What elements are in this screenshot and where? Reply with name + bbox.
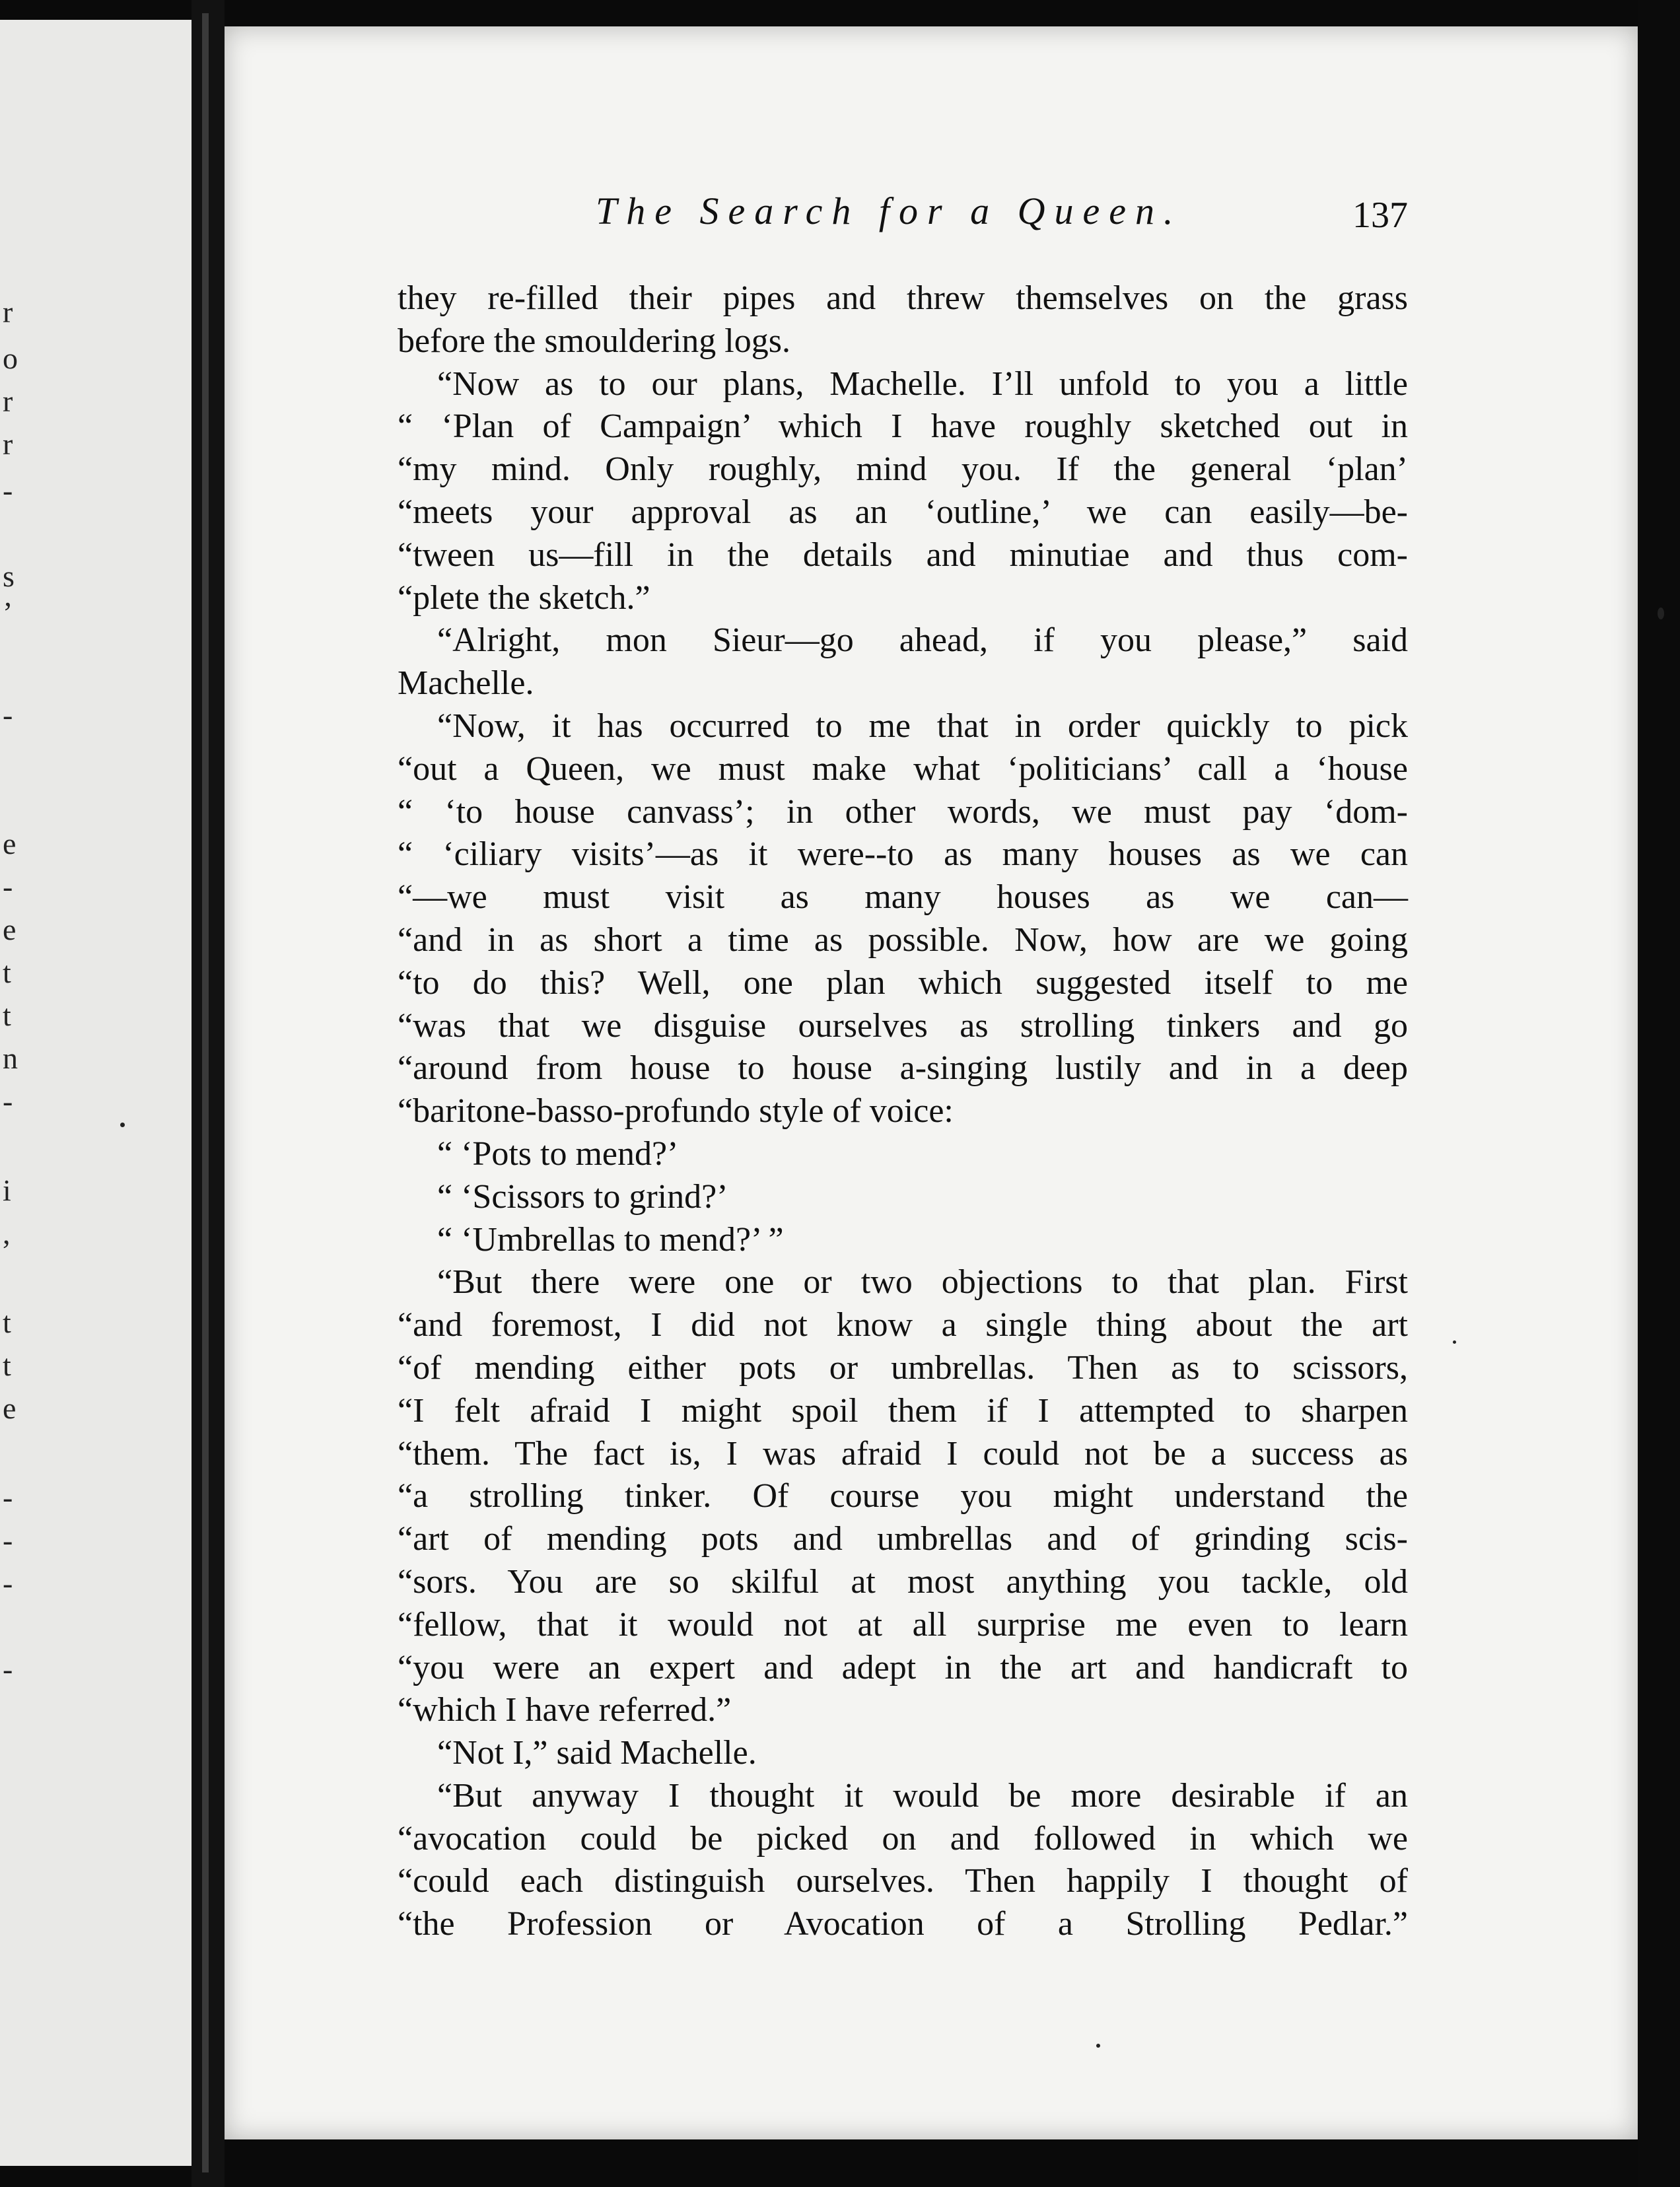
margin-fragment: - [3, 1566, 13, 1600]
text-line: “ ‘to house canvass’; in other words, we must pay ‘dom- [398, 792, 1408, 831]
facing-page-margin-fragments [0, 20, 26, 2166]
text-line: “But there were one or two objections to that plan. First [437, 1263, 1408, 1302]
text-line: “of mending either pots or umbrellas. Then as to scissors, [398, 1348, 1408, 1387]
gutter-shadow [202, 13, 209, 2172]
margin-fragment: r [3, 295, 13, 329]
margin-fragment: e [3, 827, 17, 860]
text-line: they re-filled their pipes and threw themselves on the grass [398, 279, 1408, 317]
speck [120, 1123, 125, 1127]
margin-fragment: t [3, 1348, 11, 1382]
margin-fragment: s [3, 559, 15, 593]
text-line: “the Profession or Avocation of a Strolling Pedlar.” [398, 1905, 1408, 1943]
text-line: “ ‘Umbrellas to mend?’ ” [437, 1220, 784, 1259]
text-line: “my mind. Only roughly, mind you. If the general ‘plan’ [398, 450, 1408, 489]
text-line: “ ‘ciliary visits’—as it were--to as many houses as we can [398, 835, 1408, 874]
margin-fragment: t [3, 955, 11, 989]
text-line: “you were an expert and adept in the art and handicraft to [398, 1648, 1408, 1686]
text-line: Machelle. [398, 664, 534, 703]
text-line: “But anyway I thought it would be more desirable if an [437, 1776, 1408, 1815]
text-line: “Not I,” said Machelle. [437, 1734, 757, 1772]
scan-border-right [1638, 0, 1680, 2187]
text-line: “ ‘Pots to mend?’ [437, 1134, 679, 1173]
text-line: “ ‘Plan of Campaign’ which I have roughly sketched out in [398, 407, 1408, 446]
text-line: “Now as to our plans, Machelle. I’ll unfold to you a little [437, 364, 1408, 403]
margin-fragment: , [3, 1216, 11, 1250]
margin-fragment: n [3, 1041, 18, 1075]
text-line: “avocation could be picked on and followed in which we [398, 1819, 1408, 1857]
margin-fragment: - [3, 1480, 13, 1514]
text-line: “meets your approval as an ‘outline,’ we can easily—be- [398, 493, 1408, 531]
margin-fragment: t [3, 998, 11, 1032]
text-line: “ ‘Scissors to grind?’ [437, 1177, 728, 1216]
margin-fragment: - [3, 870, 13, 903]
text-line: “and in as short a time as possible. Now, how are we going [398, 920, 1408, 959]
margin-fragment: - [3, 473, 13, 507]
running-title: The Search for a Queen. [596, 190, 1183, 232]
text-line: “which I have referred.” [398, 1691, 732, 1729]
facing-page [0, 20, 192, 2166]
margin-fragment: r [3, 427, 13, 461]
speck [1096, 2044, 1100, 2048]
text-line: “to do this? Well, one plan which suggested itself to me [398, 963, 1408, 1002]
text-line: “Now, it has occurred to me that in order quickly to pick [437, 707, 1408, 745]
margin-fragment: - [3, 1084, 13, 1118]
text-line: “tween us—fill in the details and minutiae and thus com- [398, 536, 1408, 574]
margin-fragment: - [3, 1523, 13, 1557]
text-line: “was that we disguise ourselves as strolling tinkers and go [398, 1006, 1408, 1045]
margin-fragment: ’ [3, 596, 13, 629]
text-line: “art of mending pots and umbrellas and of grinding scis- [398, 1520, 1408, 1558]
margin-fragment: e [3, 913, 17, 946]
margin-fragment: r [3, 384, 13, 418]
text-line: “baritone-basso-profundo style of voice: [398, 1092, 954, 1130]
text-line: before the smouldering logs. [398, 322, 790, 360]
text-line: “them. The fact is, I was afraid I could not be a success as [398, 1434, 1408, 1473]
text-line: “Alright, mon Sieur—go ahead, if you please,” said [437, 621, 1408, 660]
text-line: “could each distinguish ourselves. Then happily I thought of [398, 1862, 1408, 1900]
running-head [596, 185, 1408, 238]
text-line: “out a Queen, we must make what ‘politicians’ call a ‘house [398, 749, 1408, 788]
margin-fragment: t [3, 1305, 11, 1339]
text-line: “plete the sketch.” [398, 578, 650, 617]
margin-fragment: - [3, 1652, 13, 1686]
margin-fragment: e [3, 1391, 17, 1425]
text-line: “a strolling tinker. Of course you might understand the [398, 1477, 1408, 1515]
text-line: “around from house to house a-singing lustily and in a deep [398, 1049, 1408, 1088]
body-text [398, 277, 1408, 1946]
text-line: “sors. You are so skilful at most anything you tackle, old [398, 1562, 1408, 1601]
text-line: “and foremost, I did not know a single thing about the art [398, 1306, 1408, 1344]
text-line: “I felt afraid I might spoil them if I attempted to sharpen [398, 1391, 1408, 1430]
page-number: 137 [1352, 195, 1408, 236]
speck [1658, 608, 1664, 619]
text-line: “fellow, that it would not at all surprise me even to learn [398, 1605, 1408, 1644]
text-line: “—we must visit as many houses as we can— [398, 878, 1408, 917]
speck [1453, 1340, 1456, 1344]
margin-fragment: o [3, 341, 18, 375]
margin-fragment: i [3, 1173, 11, 1207]
margin-fragment: - [3, 698, 13, 732]
